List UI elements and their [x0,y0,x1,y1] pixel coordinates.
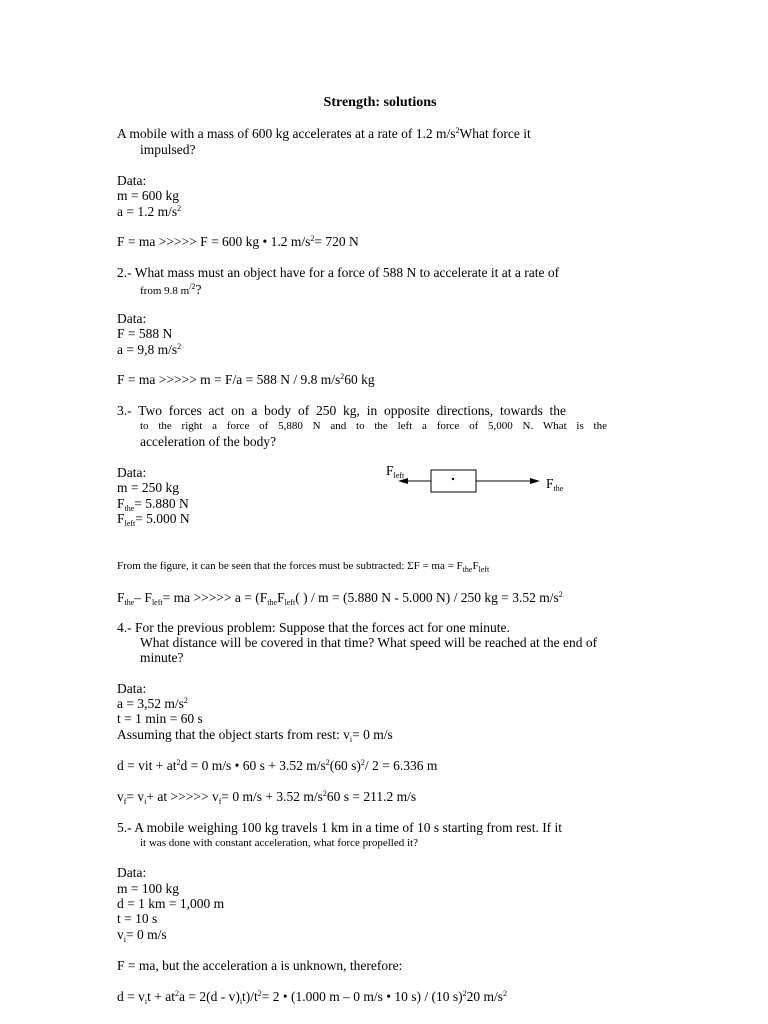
problem-3-statement-end: acceleration of the body? [140,434,277,449]
problem-4-data-time: t = 1 min = 60 s [117,711,203,726]
problem-2-data-force: F = 588 N [117,326,173,341]
problem-5-unknown-note: F = ma, but the acceleration a is unknown, therefore: [117,958,403,973]
problem-4-velocity-formula: $v_f= v_i+$ at >>>>> $v_f= 0$ m/s + 3.52 $m/s^260$ s = 211.2 m/s [117,789,417,806]
problem-2-statement: 2.- What mass must an object have for a force of 588 N to accelerate it at a rate of [117,265,560,280]
problem-1-statement: A mobile with a mass of 600 kg accelerates at a rate of 1.2 $m/s^2What$ force it [117,126,531,141]
problem-5-data-distance: d = 1 km = 1,000 m [117,896,225,911]
problem-5-data-label: Data: [117,865,147,880]
problem-3-formula: $F_{the}-$ $F_{left}=$ ma >>>>> $a = (F_{the}F_{left}$( ) / m = (5.880 N - 5.000 N) / 250 kg = 3.52 $m/s^2$ [117,590,563,607]
problem-2-data-accel: a = 9,8 $m/s^2$ [117,342,182,357]
body-center-dot [452,478,454,480]
problem-3-data-label: Data: [117,465,147,480]
problem-4-statement-end: minute? [140,650,184,665]
arrow-right-icon [530,478,540,484]
problem-5-statement-cont: it was done with constant acceleration, what force propelled it? [140,837,418,849]
problem-1-statement-cont: impulsed? [140,142,196,157]
problem-5-data-time: t = 10 s [117,911,158,926]
problem-4-data-label: Data: [117,681,147,696]
problem-4-statement: 4.- For the previous problem: Suppose that the forces act for one minute. [117,620,510,635]
problem-3-statement-cont: to the right a force of 5,880 N and to the left a force of 5,000 N. What is the [140,420,607,432]
arrow-left-icon [398,478,408,484]
figure-label-force-left: $F_{left}$ [386,463,405,480]
figure-label-force-right: $F_{the}$ [546,476,564,493]
problem-3-note: From the figure, it can be seen that the forces must be subtracted: ΣF = ma = $F_{the}F_{left}$ [117,560,490,574]
problem-4-statement-cont: What distance will be covered in that time? What speed will be reached at the end of [140,635,598,650]
problem-1-data-accel: a = 1.2 $m/s^2$ [117,204,182,219]
page-title: Strength: solutions [323,95,437,110]
problem-3-data-force-right: $F_{the}= 5.880$ N [117,496,189,513]
problem-4-data-accel: a = 3,52 $m/s^2$ [117,696,188,711]
problem-3-data-mass: m = 250 kg [117,480,179,495]
problem-3-data-force-left: $F_{left}= 5.000$ N [117,511,190,528]
problem-5-statement: 5.- A mobile weighing 100 kg travels 1 km in a time of 10 s starting from rest. If it [117,820,563,835]
problem-1-formula: F = ma >>>>> F = 600 kg • 1.2 $m/s^2= 720$ N [117,234,359,249]
body-box [431,470,476,492]
problem-2-statement-cont: from 9.8 $m^{/2}$? [140,282,202,297]
problem-3-statement: 3.- Two forces act on a body of 250 kg, in opposite directions, towards the [117,403,566,418]
problem-4-assumption: Assuming that the object starts from rest: $v_i= 0$ m/s [117,727,393,744]
problem-4-distance-formula: d = vit + $at^2d = 0$ m/s • 60 s + 3.52 $m/s^2(60$ s)$^2$/ 2 = 6.336 m [117,758,438,773]
problem-1-data-label: Data: [117,173,147,188]
problem-2-data-label: Data: [117,311,147,326]
problem-5-data-mass: m = 100 kg [117,881,179,896]
problem-5-formula: $d = v_it + at^2a = 2(d - v)_it)/t^2= 2$ • (1.000 m – 0 m/s • 10 s) / (10 s)$^2$20 $m/s^2$ [117,989,507,1006]
problem-2-formula: F = ma >>>>> m = F/a = 588 N / 9.8 $m/s^260$ kg [117,372,375,387]
problem-1-data-mass: m = 600 kg [117,188,179,203]
problem-5-data-initial-velocity: $v_i= 0$ m/s [117,927,167,944]
